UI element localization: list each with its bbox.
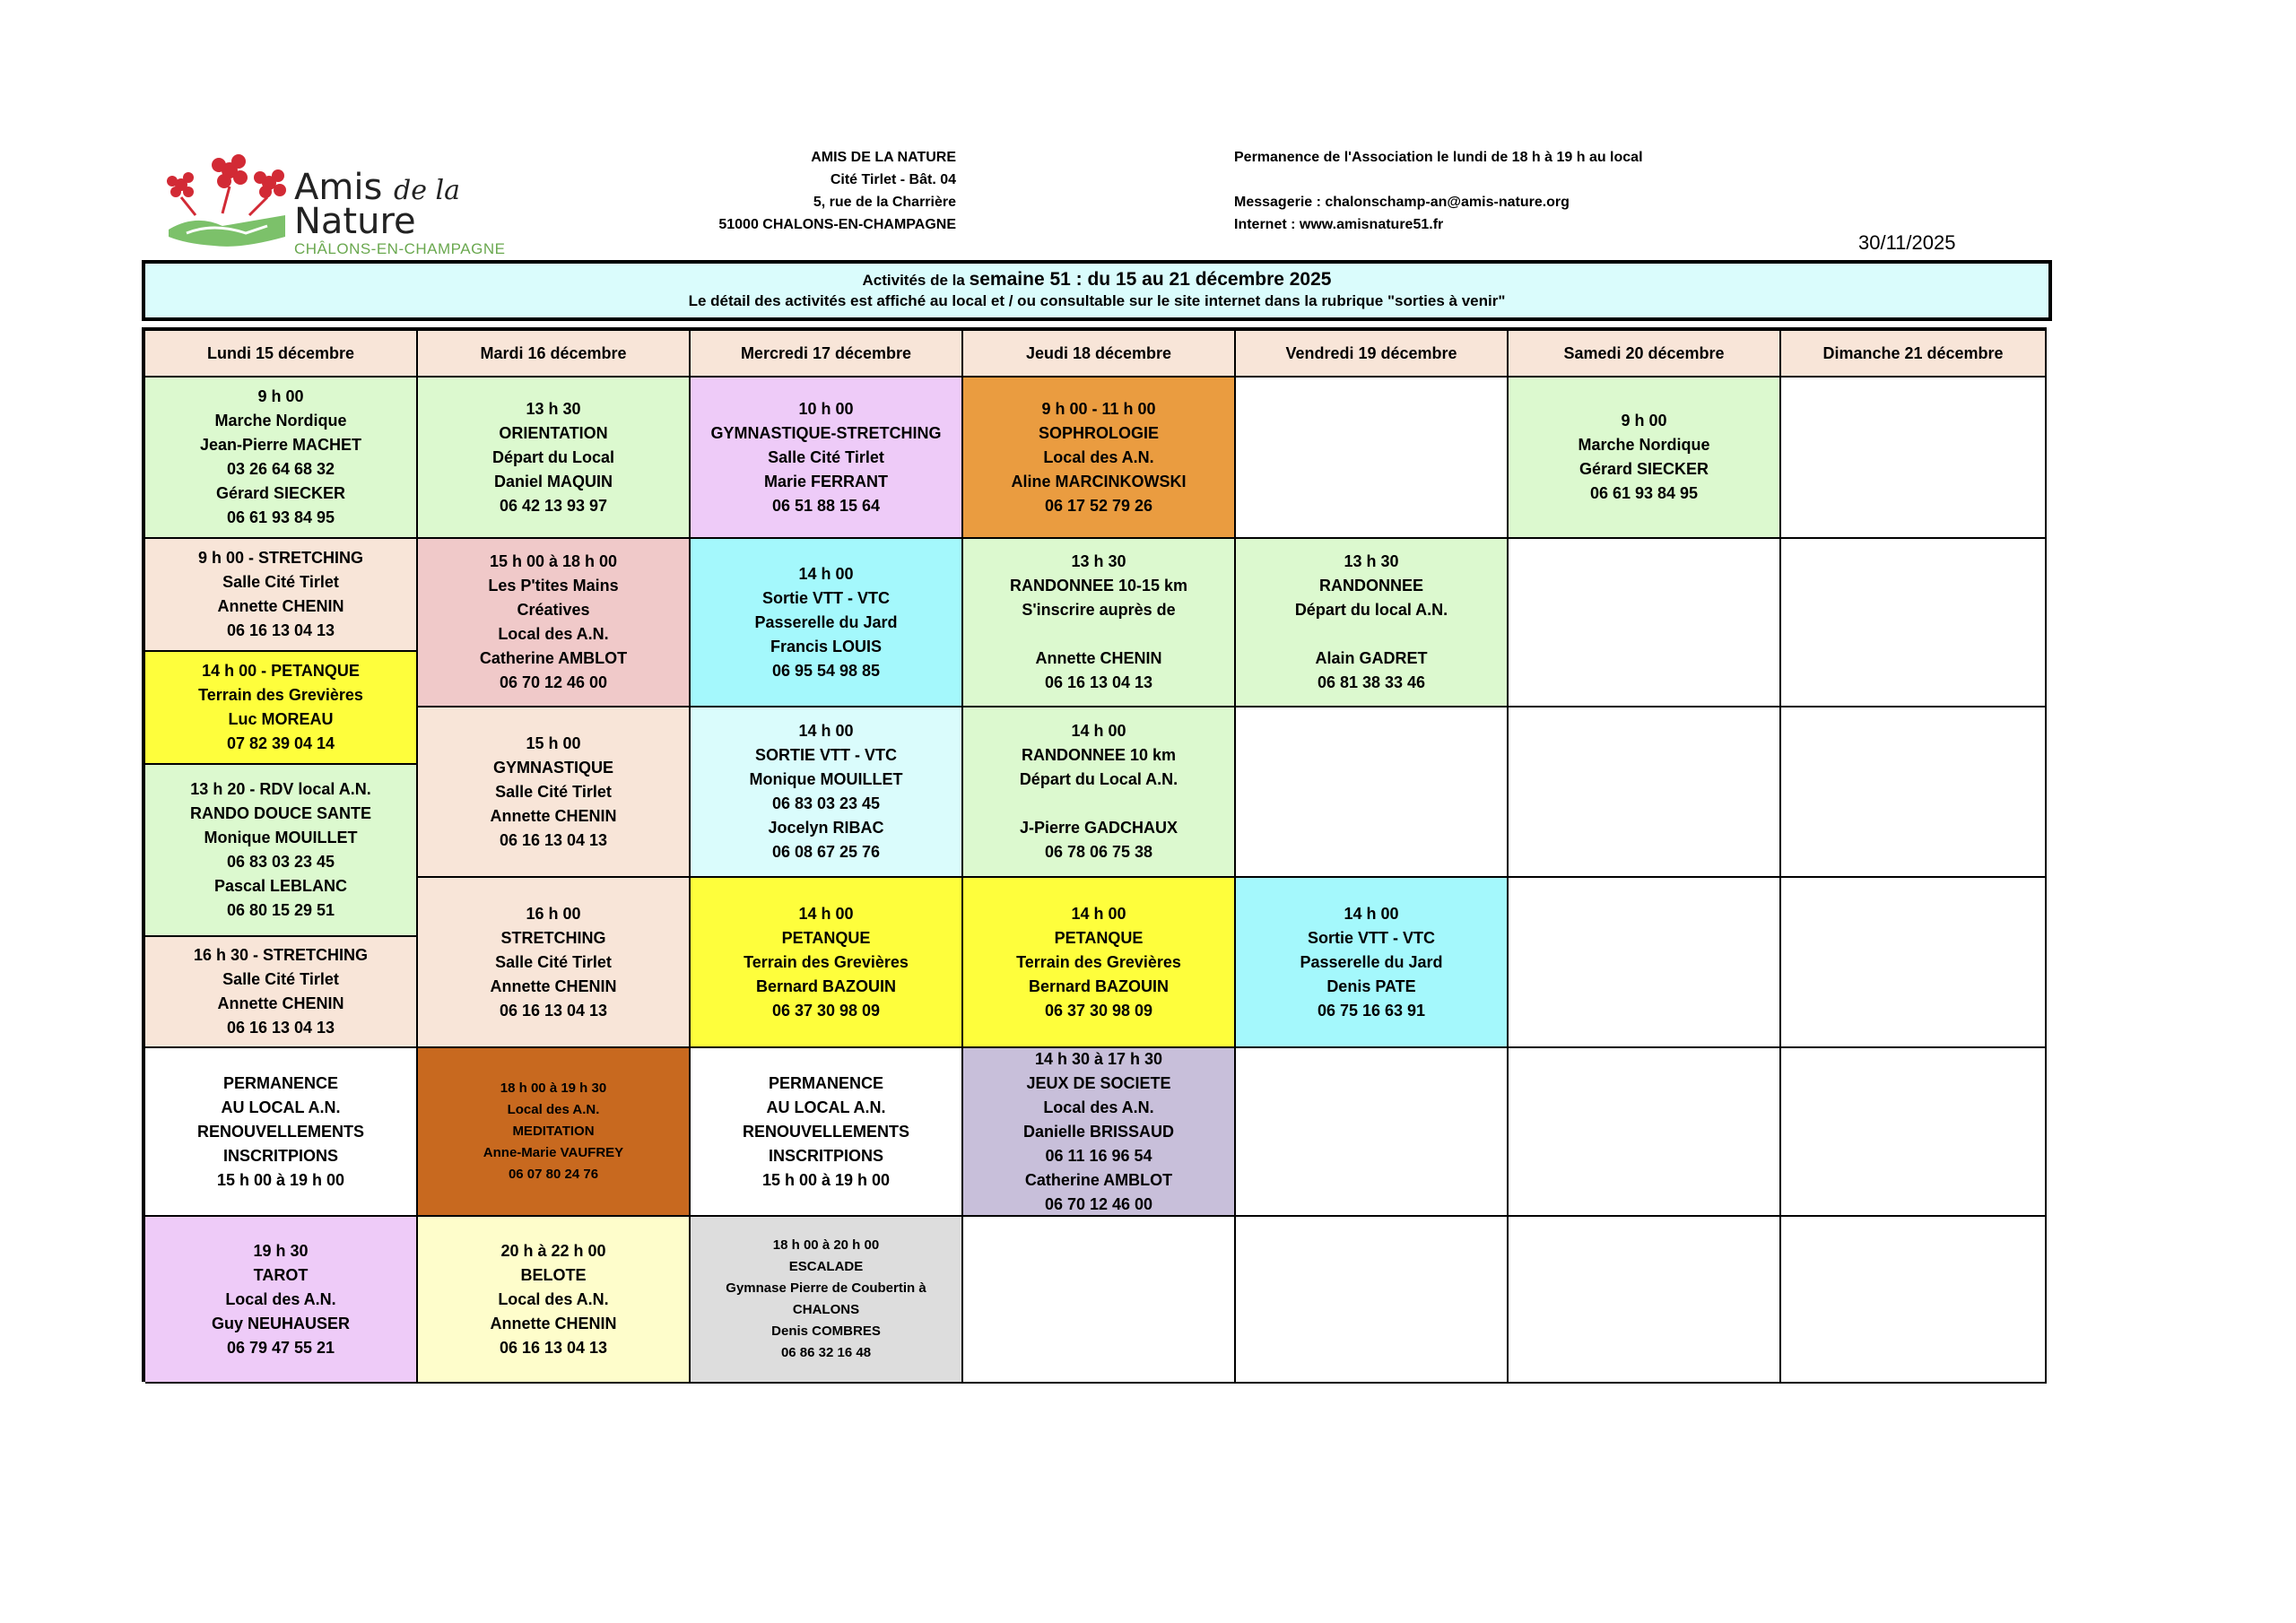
activity-cell: [963, 378, 1236, 539]
activity-line: Salle Cité Tirlet: [768, 447, 884, 466]
activity-line: 06 08 67 25 76: [771, 843, 881, 861]
activity-line: S'inscrire auprès de: [1022, 601, 1176, 619]
activity-line: Local des A.N.: [1043, 1098, 1154, 1116]
activity-cell: [963, 707, 1236, 878]
activity-time: 13 h 20 - RDV local A.N.: [190, 780, 371, 798]
flowers-hands-icon: [160, 151, 294, 260]
activity-cell: [145, 937, 418, 1048]
activity-cell: [145, 765, 418, 937]
activity-line: Local des A.N.: [498, 625, 609, 643]
activity-line: 06 61 93 84 95: [1589, 484, 1699, 502]
activity-line: Annette CHENIN: [217, 994, 344, 1012]
activity-line: INSCRITPIONS: [222, 1146, 338, 1165]
activity-line: Annette CHENIN: [1035, 649, 1162, 667]
activity-line: RANDONNEE: [1318, 577, 1423, 595]
activity-line: 03 26 64 68 32: [226, 460, 335, 478]
activity-line: RANDONNEE 10 km: [1021, 746, 1177, 764]
activity-line: ORIENTATION: [499, 423, 608, 442]
activity-line: Salle Cité Tirlet: [222, 573, 339, 591]
permanence-text: Permanence de l'Association le lundi de 18 h à 19 h au local: [1234, 150, 1643, 165]
activity-line: PETANQUE: [781, 928, 871, 947]
activity-cell: [963, 539, 1236, 707]
activity-line: 06 79 47 55 21: [226, 1338, 335, 1357]
activity-line: Annette CHENIN: [490, 806, 617, 825]
activity-line: 06 37 30 98 09: [1044, 1001, 1153, 1020]
activity-time: 13 h 30: [526, 399, 581, 418]
activity-line: Terrain des Grevières: [198, 686, 363, 704]
address-line: AMIS DE LA NATURE: [811, 150, 956, 165]
activity-cell: [418, 707, 691, 878]
activity-time: 9 h 00: [257, 387, 304, 405]
activity-line: AU LOCAL A.N.: [221, 1098, 341, 1116]
activity-cell: [691, 1048, 963, 1217]
activity-line: Bernard BAZOUIN: [755, 976, 896, 995]
activity-cell: [691, 539, 963, 707]
activity-time: 9 h 00: [1621, 412, 1667, 430]
activity-line: Terrain des Grevières: [744, 952, 909, 971]
activity-line: RANDONNEE 10-15 km: [1009, 577, 1188, 595]
activity-line: TAROT: [253, 1265, 309, 1284]
activity-line: RENOUVELLEMENTS: [196, 1122, 364, 1141]
empty-cell: [1781, 878, 2047, 1048]
activity-line: MEDITATION: [512, 1124, 595, 1139]
empty-cell: [1509, 539, 1781, 707]
activity-line: Francis LOUIS: [770, 637, 883, 655]
activity-time: 15 h 00: [526, 733, 581, 752]
activity-line: Catherine AMBLOT: [1024, 1170, 1173, 1189]
empty-cell: [1781, 1217, 2047, 1384]
activity-line: 07 82 39 04 14: [226, 734, 335, 752]
activity-line: Sortie VTT - VTC: [1307, 928, 1435, 947]
activity-line: 06 61 93 84 95: [226, 508, 335, 526]
activity-time: PERMANENCE: [768, 1073, 883, 1092]
association-logo: [160, 151, 545, 260]
activity-cell: [145, 539, 418, 652]
activity-line: GYMNASTIQUE: [492, 758, 613, 777]
address-line: 5, rue de la Charrière: [813, 195, 956, 210]
activity-line: 06 16 13 04 13: [226, 1019, 335, 1037]
activity-cell: [418, 1048, 691, 1217]
activity-line: BELOTE: [520, 1265, 587, 1284]
activity-line: Les P'tites Mains: [488, 577, 619, 595]
activity-cell: [1236, 539, 1509, 707]
activity-time: 19 h 30: [253, 1241, 309, 1260]
activity-line: Marche Nordique: [1578, 436, 1710, 454]
activity-cell: [691, 378, 963, 539]
day-header: Jeudi 18 décembre: [963, 331, 1236, 378]
activity-cell: [1509, 378, 1781, 539]
activity-time: 14 h 00: [798, 722, 854, 740]
day-header: Mardi 16 décembre: [418, 331, 691, 378]
activity-line: 06 70 12 46 00: [499, 673, 608, 691]
activity-line: Jean-Pierre MACHET: [199, 436, 362, 454]
activity-cell: [691, 707, 963, 878]
activity-line: Local des A.N.: [507, 1102, 600, 1117]
activity-time: 14 h 00 - PETANQUE: [202, 662, 360, 680]
activity-line: 06 75 16 63 91: [1317, 1001, 1426, 1020]
activity-line: PETANQUE: [1054, 928, 1144, 947]
activity-line: Départ du Local A.N.: [1019, 770, 1178, 788]
banner-detail: Le détail des activités est affiché au local et / ou consultable sur le site internet dans la rubrique "sorties à venir": [688, 292, 1506, 309]
activity-line: Alain GADRET: [1315, 649, 1428, 667]
activity-line: 06 07 80 24 76: [508, 1167, 599, 1182]
empty-cell: [963, 1217, 1236, 1384]
activity-line: Guy NEUHAUSER: [211, 1314, 351, 1332]
activity-line: 06 70 12 46 00: [1044, 1194, 1153, 1213]
empty-cell: [1509, 1217, 1781, 1384]
activity-line: 06 83 03 23 45: [771, 794, 881, 812]
logo-word-amis: Amis: [294, 167, 383, 208]
activity-cell: [963, 878, 1236, 1048]
activity-time: 14 h 00: [1344, 904, 1399, 923]
empty-cell: [1236, 707, 1509, 878]
address-line: 51000 CHALONS-EN-CHAMPAGNE: [718, 217, 956, 232]
activity-line: 15 h 00 à 19 h 00: [761, 1170, 891, 1189]
activity-line: Salle Cité Tirlet: [495, 952, 612, 971]
activity-time: PERMANENCE: [222, 1073, 338, 1092]
activity-time: 20 h à 22 h 00: [500, 1241, 606, 1260]
activity-line: Annette CHENIN: [217, 597, 344, 615]
activity-line: 06 16 13 04 13: [499, 1338, 608, 1357]
activity-line: Aline MARCINKOWSKI: [1011, 472, 1187, 490]
logo-word-nature: Nature: [294, 201, 416, 242]
activity-line: ESCALADE: [788, 1259, 864, 1274]
empty-cell: [1236, 378, 1509, 539]
activity-line: Gymnase Pierre de Coubertin à: [726, 1280, 926, 1296]
day-header: Dimanche 21 décembre: [1781, 331, 2047, 378]
activity-line: Gérard SIECKER: [1578, 460, 1709, 478]
activity-line: 06 78 06 75 38: [1044, 843, 1153, 861]
day-header: Lundi 15 décembre: [145, 331, 418, 378]
activity-line: RANDO DOUCE SANTE: [189, 804, 371, 822]
banner-prefix: Activités de la: [862, 272, 965, 289]
activity-line: Monique MOUILLET: [204, 829, 358, 846]
activity-line: 06 16 13 04 13: [499, 1001, 608, 1020]
activity-line: Marche Nordique: [214, 412, 347, 430]
activity-line: Annette CHENIN: [490, 1314, 617, 1332]
activity-cell: [418, 1217, 691, 1384]
activity-line: Catherine AMBLOT: [479, 649, 628, 667]
weekly-schedule: [142, 327, 2047, 1382]
document-date: 30/11/2025: [1858, 231, 1956, 254]
activity-line: 06 81 38 33 46: [1317, 673, 1426, 691]
activity-time: 16 h 00: [526, 904, 581, 923]
activity-cell: [418, 539, 691, 707]
association-address: [718, 146, 956, 236]
activity-line: Annette CHENIN: [490, 976, 617, 995]
activity-line: STRETCHING: [500, 928, 606, 947]
activity-line: Créatives: [517, 601, 590, 619]
activity-line: Bernard BAZOUIN: [1028, 976, 1169, 995]
activity-line: 06 51 88 15 64: [771, 496, 881, 515]
activity-line: J-Pierre GADCHAUX: [1019, 819, 1178, 837]
activity-line: 06 16 13 04 13: [1044, 673, 1153, 691]
activity-line: Denis PATE: [1326, 976, 1416, 995]
activity-line: 06 95 54 98 85: [771, 661, 881, 680]
activity-cell: [418, 378, 691, 539]
activity-time: 10 h 00: [798, 399, 854, 418]
activity-line: Danielle BRISSAUD: [1022, 1122, 1175, 1141]
activity-line: Sortie VTT - VTC: [761, 588, 890, 607]
activity-line: Départ du local A.N.: [1294, 601, 1448, 619]
activity-line: Monique MOUILLET: [749, 770, 903, 788]
activity-line: Anne-Marie VAUFREY: [483, 1145, 624, 1160]
activity-line: 06 16 13 04 13: [226, 621, 335, 639]
activity-line: RENOUVELLEMENTS: [742, 1122, 909, 1141]
day-header: Samedi 20 décembre: [1509, 331, 1781, 378]
activity-line: Salle Cité Tirlet: [222, 970, 339, 988]
activity-line: Gérard SIECKER: [215, 484, 346, 502]
activity-time: 14 h 00: [1071, 722, 1126, 740]
activity-cell: [418, 878, 691, 1048]
activity-time: 9 h 00 - 11 h 00: [1041, 399, 1156, 418]
website-text: Internet : www.amisnature51.fr: [1234, 217, 1444, 232]
activity-line: Local des A.N.: [1043, 447, 1154, 466]
activity-cell: [1236, 878, 1509, 1048]
activity-line: 06 16 13 04 13: [499, 830, 608, 849]
activity-line: 06 80 15 29 51: [226, 901, 335, 919]
activity-time: 14 h 00: [798, 564, 854, 583]
activity-line: Salle Cité Tirlet: [495, 782, 612, 801]
activity-time: 16 h 30 - STRETCHING: [193, 946, 369, 964]
activity-line: 06 17 52 79 26: [1044, 496, 1153, 515]
activity-line: Départ du Local: [491, 447, 615, 466]
activity-line: Daniel MAQUIN: [493, 472, 613, 490]
activity-cell: [691, 1217, 963, 1384]
activity-line: CHALONS: [792, 1302, 860, 1317]
empty-cell: [1509, 878, 1781, 1048]
activity-cell: [963, 1048, 1236, 1217]
activity-line: Terrain des Grevières: [1016, 952, 1181, 971]
activity-time: 18 h 00 à 20 h 00: [772, 1237, 880, 1253]
activity-cell: [145, 1048, 418, 1217]
activity-line: SORTIE VTT - VTC: [754, 746, 897, 764]
email-text: Messagerie : chalonschamp-an@amis-nature.org: [1234, 195, 1570, 210]
activity-time: 18 h 00 à 19 h 30: [500, 1081, 607, 1096]
activity-time: 13 h 30: [1071, 552, 1126, 570]
association-info: [1234, 146, 1643, 236]
activity-line: 06 37 30 98 09: [771, 1001, 881, 1020]
activity-cell: [145, 378, 418, 539]
day-header: Mercredi 17 décembre: [691, 331, 963, 378]
empty-cell: [1509, 707, 1781, 878]
empty-cell: [1781, 1048, 2047, 1217]
activity-line: Jocelyn RIBAC: [768, 819, 884, 837]
activity-line: Marie FERRANT: [763, 472, 888, 490]
activity-cell: [691, 878, 963, 1048]
week-banner: [142, 260, 2052, 321]
activity-line: 15 h 00 à 19 h 00: [216, 1170, 345, 1189]
activity-line: Passerelle du Jard: [1300, 952, 1443, 971]
empty-cell: [1781, 707, 2047, 878]
activity-line: Pascal LEBLANC: [213, 877, 348, 895]
activity-line: Local des A.N.: [498, 1289, 609, 1308]
empty-cell: [1781, 378, 2047, 539]
logo-word-de-la: de la: [394, 175, 460, 206]
activity-line: Luc MOREAU: [228, 710, 334, 728]
day-header: Vendredi 19 décembre: [1236, 331, 1509, 378]
activity-line: AU LOCAL A.N.: [766, 1098, 886, 1116]
activity-cell: [145, 652, 418, 765]
empty-cell: [1509, 1048, 1781, 1217]
activity-time: 13 h 30: [1344, 552, 1399, 570]
activity-time: 15 h 00 à 18 h 00: [489, 552, 618, 570]
activity-line: GYMNASTIQUE-STRETCHING: [710, 423, 942, 442]
activity-time: 14 h 00: [798, 904, 854, 923]
empty-cell: [1236, 1217, 1509, 1384]
week-title: semaine 51 : du 15 au 21 décembre 2025: [969, 269, 1332, 290]
logo-city: CHÂLONS-EN-CHAMPAGNE: [294, 240, 506, 257]
activity-line: 06 11 16 96 54: [1045, 1146, 1152, 1165]
activity-line: 06 83 03 23 45: [226, 853, 335, 871]
activity-line: SOPHROLOGIE: [1038, 423, 1159, 442]
empty-cell: [1236, 1048, 1509, 1217]
activity-line: Local des A.N.: [225, 1289, 336, 1308]
activity-line: 06 86 32 16 48: [780, 1345, 872, 1360]
activity-cell: [145, 1217, 418, 1384]
activity-line: 06 42 13 93 97: [499, 496, 608, 515]
empty-cell: [1781, 539, 2047, 707]
activity-line: Denis COMBRES: [771, 1324, 881, 1339]
activity-time: 14 h 30 à 17 h 30: [1034, 1049, 1163, 1068]
activity-line: Passerelle du Jard: [754, 612, 898, 631]
activity-time: 9 h 00 - STRETCHING: [197, 549, 364, 567]
activity-line: JEUX DE SOCIETE: [1026, 1073, 1171, 1092]
activity-line: INSCRITPIONS: [768, 1146, 883, 1165]
activity-time: 14 h 00: [1071, 904, 1126, 923]
address-line: Cité Tirlet - Bât. 04: [830, 172, 956, 187]
